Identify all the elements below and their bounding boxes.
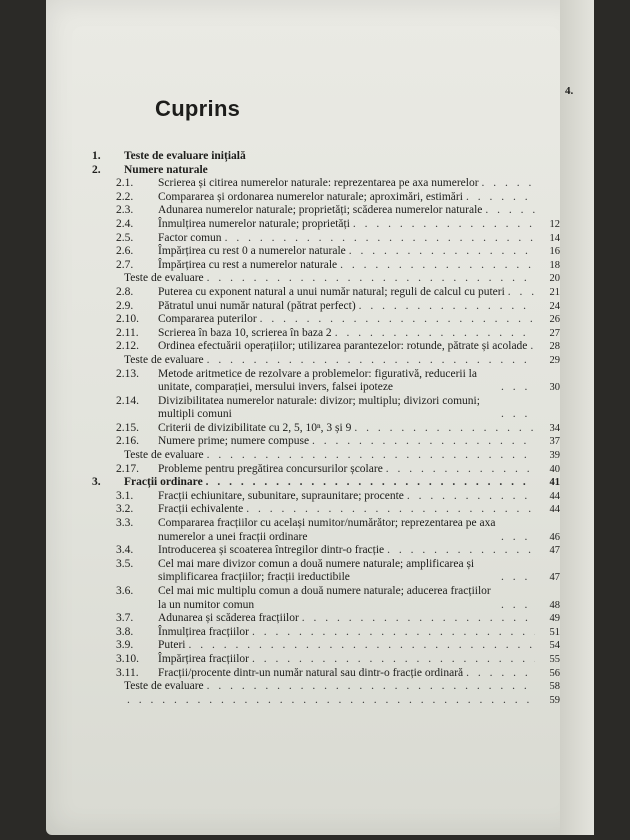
toc-page-number: 51 [549, 626, 560, 638]
next-page-edge [560, 0, 594, 835]
toc-number: 2.14. [116, 394, 139, 407]
toc-page-number: 28 [549, 341, 560, 353]
toc-row [92, 463, 560, 477]
dot-leader [501, 599, 535, 613]
toc-number: 3.3. [116, 517, 134, 530]
toc-entry-text: Teste de evaluare [124, 353, 204, 366]
toc-entry-text: Pătratul unui număr natural (pătrat perfect) [158, 299, 356, 312]
toc-number: 2.4. [116, 217, 134, 230]
toc-number: 2.13. [116, 367, 139, 380]
toc-entry-text: Cel mai mic multiplu comun a două numere naturale; aducerea fracțiilor la un numitor comun [158, 585, 491, 611]
toc-number: 2.2. [116, 190, 134, 203]
toc-entry-text: Teste de evaluare [124, 272, 204, 285]
dot-leader [349, 245, 535, 259]
toc-entry-text: Adunarea numerelor naturale; proprietăți; scăderea numerelor naturale [158, 204, 483, 217]
dot-leader [359, 300, 535, 314]
toc-page-number: 14 [549, 232, 560, 244]
toc-row [92, 490, 560, 504]
toc-row [92, 150, 560, 164]
toc-row [92, 232, 560, 246]
dot-leader [252, 653, 535, 667]
toc-number: 2.8. [116, 285, 134, 298]
toc-row [92, 667, 560, 681]
toc-row [92, 354, 560, 368]
toc-number: 2.7. [116, 258, 134, 271]
toc-page-number: 30 [549, 382, 560, 394]
toc-row [92, 503, 560, 517]
toc-number: 2.5. [116, 231, 134, 244]
toc-row [92, 368, 560, 395]
toc-entry-text: Numere naturale [124, 163, 208, 176]
dot-leader [530, 340, 535, 354]
dot-leader [312, 435, 535, 449]
toc-entry-text: Împărțirea fracțiilor [158, 652, 249, 665]
dot-leader [466, 191, 535, 205]
page-title: Cuprins [155, 96, 241, 121]
dot-leader [340, 259, 535, 273]
toc-row [92, 612, 560, 626]
toc-row [92, 694, 560, 708]
toc-row [92, 449, 560, 463]
toc-page-number: 54 [549, 640, 560, 652]
toc-number: 3.7. [116, 612, 134, 625]
toc-number: 2.17. [116, 462, 139, 475]
toc-row [92, 300, 560, 314]
toc-number: 2.10. [116, 313, 139, 326]
dot-leader [354, 422, 535, 436]
toc-number: 2.6. [116, 245, 134, 258]
toc-entry-text: Compararea fracțiilor cu același numitor/numărător; reprezentarea pe axa numerelor a unei fracții ordinare [158, 517, 496, 543]
dot-leader [225, 232, 535, 246]
toc-page-number: 12 [549, 218, 560, 230]
toc-page-number: 40 [549, 463, 560, 475]
toc-row [92, 585, 560, 612]
toc-entry-text: Teste de evaluare [124, 680, 204, 693]
toc-number: 3.9. [116, 639, 134, 652]
dot-leader [302, 612, 535, 626]
toc-entry-text: Criterii de divizibilitate cu 2, 5, 10ⁿ, 3 și 9 [158, 421, 352, 434]
toc-page-number: 39 [549, 450, 560, 462]
dot-leader [386, 463, 535, 477]
toc-page-number: 56 [549, 667, 560, 679]
toc-entry-text: Divizibilitatea numerelor naturale: divizor; multiplu; divizori comuni; multipli comuni [158, 394, 480, 421]
toc-number: 3.11. [116, 666, 139, 679]
toc-page-number: 20 [549, 273, 560, 285]
toc-entry-text: Numere prime; numere compuse [158, 435, 310, 448]
toc-page-number: 58 [549, 681, 560, 693]
toc-number: 2. [92, 163, 101, 176]
toc-page-number: 44 [549, 490, 560, 502]
toc-page-number: 26 [549, 314, 560, 326]
toc-row [92, 680, 560, 694]
toc-number: 2.3. [116, 204, 134, 217]
toc-row [92, 327, 560, 341]
toc-number: 3.4. [116, 544, 134, 557]
toc-page-number: 27 [549, 327, 560, 339]
toc-row [92, 476, 560, 490]
toc-row [92, 313, 560, 327]
toc-page-number: 46 [549, 531, 560, 543]
toc-entry-text: Puteri [158, 639, 186, 652]
toc-page-number: 55 [549, 653, 560, 665]
toc-row [92, 639, 560, 653]
toc-page-number: 18 [549, 259, 560, 271]
dot-leader [207, 272, 535, 286]
toc-entry-text: Probleme pentru pregătirea concursurilor școlare [158, 462, 383, 475]
dot-leader [387, 544, 535, 558]
toc-page-number: 16 [549, 246, 560, 258]
toc-number: 2.11. [116, 326, 139, 339]
toc-row [92, 177, 560, 191]
toc-number: 3.10. [116, 652, 139, 665]
toc-entry-text: Ordinea efectuării operațiilor; utilizarea parantezelor: rotunde, pătrate și acolade [158, 340, 528, 353]
toc-entry-text: Fracții echivalente [158, 503, 244, 516]
toc-entry-text: Adunarea și scăderea fracțiilor [158, 612, 299, 625]
dot-leader [188, 639, 535, 653]
toc-row [92, 395, 560, 422]
toc-entry-text: Scrierea și citirea numerelor naturale: reprezentarea pe axa numerelor [158, 177, 479, 190]
toc-page-number: 29 [549, 354, 560, 366]
toc-page-number: 44 [549, 504, 560, 516]
dot-leader [353, 218, 535, 232]
toc-page-number: 24 [549, 300, 560, 312]
dot-leader [508, 286, 535, 300]
toc-number: 2.1. [116, 177, 134, 190]
dot-leader [501, 571, 535, 585]
toc-entry-text: Împărțirea cu rest a numerelor naturale [158, 258, 338, 271]
toc-row [92, 422, 560, 436]
toc-page-number: 34 [549, 422, 560, 434]
toc-row [92, 558, 560, 585]
toc-entry-text: Teste de evaluare inițială [124, 150, 246, 162]
toc-number: 3.8. [116, 625, 134, 638]
toc-page-number: 47 [549, 545, 560, 557]
toc-page-number: 48 [549, 599, 560, 611]
dot-leader [482, 177, 535, 191]
toc-number: 2.16. [116, 435, 139, 448]
toc-page-number: 37 [549, 436, 560, 448]
toc-entry-text: Teste de evaluare [124, 449, 204, 462]
toc-entry-text: Scrierea în baza 10, scrierea în baza 2 [158, 326, 332, 339]
toc-row [92, 626, 560, 640]
dot-leader [466, 667, 535, 681]
toc-row [92, 191, 560, 205]
toc-row [92, 653, 560, 667]
toc-number: 2.12. [116, 340, 139, 353]
dot-leader [501, 408, 535, 422]
toc-entry-text: Fracții echiunitare, subunitare, supraunitare; procente [158, 489, 404, 502]
toc-row [92, 218, 560, 232]
table-of-contents [92, 150, 560, 707]
dot-leader [260, 313, 535, 327]
toc-number: 1. [92, 150, 101, 162]
toc-entry-text: Compararea puterilor [158, 313, 257, 326]
toc-page-number: 41 [549, 477, 560, 489]
toc-entry-text: Compararea și ordonarea numerelor naturale; aproximări, estimări [158, 190, 463, 203]
toc-entry-text: Împărțirea cu rest 0 a numerelor naturale [158, 245, 346, 258]
toc-row [92, 544, 560, 558]
toc-number: 3.6. [116, 585, 134, 597]
toc-number: 3.5. [116, 557, 134, 570]
dot-leader [335, 327, 535, 341]
toc-row [92, 245, 560, 259]
toc-row [92, 204, 560, 218]
toc-row [92, 340, 560, 354]
dot-leader [207, 449, 535, 463]
toc-entry-text: Fracții ordinare [124, 476, 203, 489]
dot-leader [252, 626, 535, 640]
toc-row [92, 286, 560, 300]
toc-row [92, 435, 560, 449]
dot-leader [501, 381, 535, 395]
dot-leader [206, 476, 535, 490]
toc-number: 2.15. [116, 421, 139, 434]
side-page-number: 4. [565, 85, 574, 97]
toc-entry-text: Puterea cu exponent natural a unui număr natural; reguli de calcul cu puteri [158, 285, 505, 298]
dot-leader [485, 204, 535, 218]
toc-row [92, 259, 560, 273]
dot-leader [246, 503, 535, 517]
toc-number: 3. [92, 476, 101, 489]
toc-entry-text: Înmulțirea numerelor naturale; proprietăți [158, 217, 350, 230]
dot-leader [207, 680, 535, 694]
toc-entry-text: Cel mai mare divizor comun a două numere naturale; amplificarea și simplificarea fracțiilor; fracții ireductibile [158, 557, 475, 584]
toc-row [92, 164, 560, 178]
dot-leader [207, 354, 535, 368]
dot-leader [127, 694, 535, 708]
toc-number: 3.1. [116, 489, 134, 502]
toc-number: 3.2. [116, 503, 134, 516]
dot-leader [501, 531, 535, 545]
toc-entry-text: Înmulțirea fracțiilor [158, 625, 250, 638]
toc-entry-text: Introducerea și scoaterea întregilor dintr-o fracție [158, 544, 385, 557]
toc-entry-text: Fracții/procente dintr-un număr natural sau dintr-o fracție ordinară [158, 666, 464, 679]
toc-row [92, 272, 560, 286]
toc-row [92, 517, 560, 544]
toc-page-number: 49 [549, 613, 560, 625]
toc-page-number: 21 [549, 286, 560, 298]
toc-entry-text: Factor comun [158, 231, 222, 244]
dot-leader [407, 490, 535, 504]
toc-page-number: 59 [549, 694, 560, 706]
toc-entry-text: Metode aritmetice de rezolvare a problemelor: figurativă, reducerii la unitate, comparației, mersului invers, falsei ipoteze [158, 367, 477, 394]
toc-number: 2.9. [116, 299, 134, 312]
toc-page-number: 47 [549, 572, 560, 584]
